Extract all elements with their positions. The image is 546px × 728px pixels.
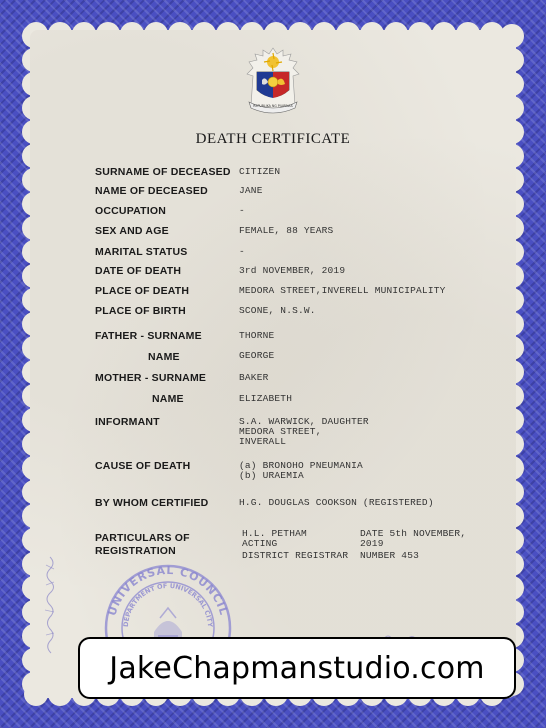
place-of-birth-label: PLACE OF BIRTH <box>95 305 186 317</box>
informant-line-3: INVERALL <box>239 436 287 447</box>
page-title: DEATH CERTIFICATE <box>195 131 351 147</box>
registration-number: NUMBER 453 <box>360 550 420 561</box>
date-of-death-value: 3rd NOVEMBER, 2019 <box>239 265 346 276</box>
surname-value: CITIZEN <box>239 166 281 177</box>
surname-label: SURNAME OF DECEASED <box>95 166 231 178</box>
svg-text:DEPARTMENT OF UNIVERSAL CITY <box>122 582 214 628</box>
mother-surname-value: BAKER <box>239 372 269 383</box>
father-surname-value: THORNE <box>239 330 275 341</box>
marital-status-value: - <box>239 246 245 257</box>
cause-line-a: (a) BRONOHO PNEUMANIA <box>239 460 363 471</box>
occupation-label: OCCUPATION <box>95 205 167 217</box>
stamp-inner-text: DEPARTMENT OF UNIVERSAL CITY <box>121 581 215 628</box>
place-of-death-value: MEDORA STREET,INVERELL MUNICIPALITY <box>239 285 446 296</box>
marital-status-label: MARITAL STATUS <box>95 246 188 258</box>
registrar-line-1: H.L. PETHAM <box>242 528 307 539</box>
registrar-line-2: ACTING <box>242 538 278 549</box>
date-of-death-label: DATE OF DEATH <box>95 265 182 277</box>
father-name-label: NAME <box>148 351 180 363</box>
name-value: JANE <box>239 185 263 196</box>
informant-line-1: S.A. WARWICK, DAUGHTER <box>239 416 369 427</box>
svg-text:UNIVERSAL COUNCIL <box>106 564 231 617</box>
occupation-value: - <box>239 205 245 216</box>
watermark-banner: JakeChapmanstudio.com <box>78 637 516 699</box>
sex-age-label: SEX AND AGE <box>95 225 169 237</box>
mother-surname-label: MOTHER - SURNAME <box>95 372 207 384</box>
registration-label-line-2: REGISTRATION <box>95 545 176 557</box>
father-name-value: GEORGE <box>239 350 275 361</box>
informant-label: INFORMANT <box>95 416 160 428</box>
certified-by-label: BY WHOM CERTIFIED <box>95 497 209 509</box>
father-surname-label: FATHER - SURNAME <box>95 330 202 342</box>
name-label: NAME OF DECEASED <box>95 185 208 197</box>
mother-name-label: NAME <box>152 393 184 405</box>
registration-date-line-1: DATE 5th NOVEMBER, <box>360 528 467 539</box>
registrar-line-3: DISTRICT REGISTRAR <box>242 550 349 561</box>
cause-of-death-label: CAUSE OF DEATH <box>95 460 191 472</box>
sex-age-value: FEMALE, 88 YEARS <box>239 225 334 236</box>
handwritten-signature-icon <box>40 555 60 665</box>
registration-date-line-2: 2019 <box>360 538 384 549</box>
place-of-death-label: PLACE OF DEATH <box>95 285 190 297</box>
place-of-birth-value: SCONE, N.S.W. <box>239 305 316 316</box>
seal-motto: REPUBLIKA NG PILIPINAS <box>253 104 293 108</box>
registration-label-line-1: PARTICULARS OF <box>95 532 190 544</box>
stamp-outer-text: UNIVERSAL COUNCIL <box>105 563 231 618</box>
cause-line-b: (b) URAEMIA <box>239 470 304 481</box>
informant-line-2: MEDORA STREET, <box>239 426 322 437</box>
certified-by-value: H.G. DOUGLAS COOKSON (REGISTERED) <box>239 497 434 508</box>
mother-name-value: ELIZABETH <box>239 393 293 404</box>
